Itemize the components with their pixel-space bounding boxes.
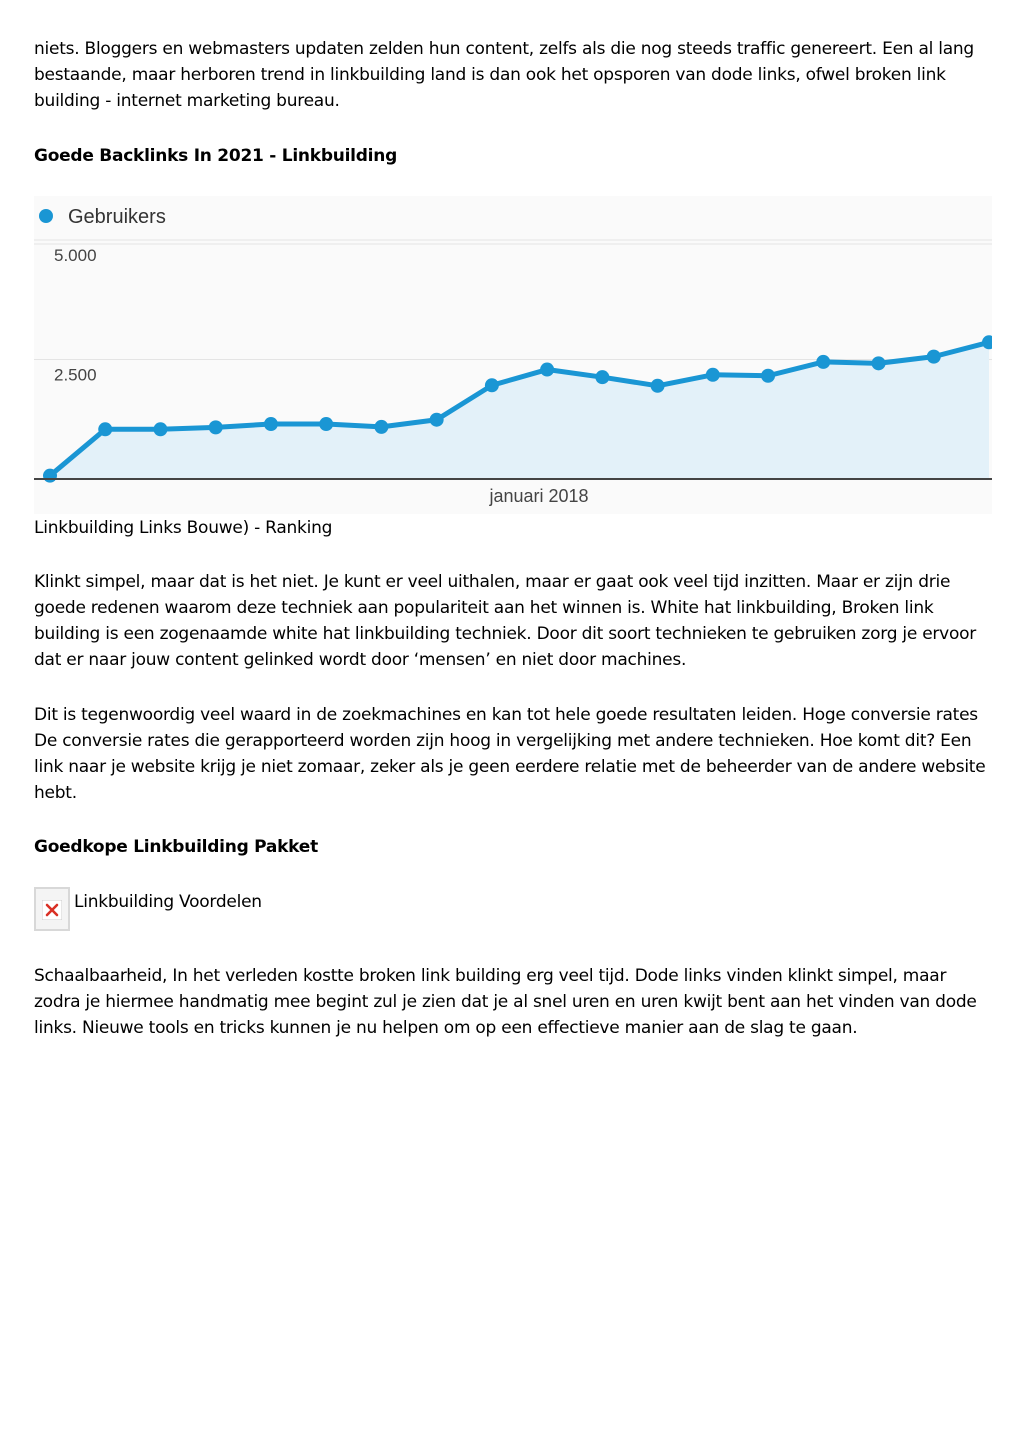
data-point [430,413,444,427]
data-point [319,417,333,431]
image-caption: Linkbuilding Links Bouwe) - Ranking [34,518,333,538]
data-point [264,417,278,431]
chart-svg [34,196,992,514]
legend-label: Gebruikers [68,206,166,228]
y-tick-label: 2.500 [54,365,97,385]
data-point [595,370,609,384]
paragraph-scalability: Schaalbaarheid, In het verleden kostte broken link building erg veel tijd. Dode links vinden klinkt simpel, maar zodra je hiermee handmatig mee begint zul je zien dat je al snel uren en uren kwijt bent aan het vinden van dode links. Nieuwe tools en tricks kunnen je nu helpen om op een effectieve manier aan de slag te gaan. [34,966,977,1038]
data-point [651,379,665,393]
data-point [209,420,223,434]
paragraph-conversion: Dit is tegenwoordig veel waard in de zoekmachines en kan tot hele goede resultaten leiden. Hoge conversie rates De conversie rates die gerapporteerd worden zijn hoog in vergelijking met andere technieken. Hoe komt dit? Een link naar je website krijg je niet zomaar, zeker als je geen eerdere relatie met de beheerder van de andere website hebt. [34,705,986,803]
data-point [706,368,720,382]
data-point [816,355,830,369]
y-tick-label: 5.000 [54,246,97,265]
close-icon [42,900,62,920]
image-alt-text: Linkbuilding Voordelen [74,892,262,912]
data-point [98,422,112,436]
paragraph-intro: niets. Bloggers en webmasters updaten zelden hun content, zelfs als die nog steeds traffic genereert. Een al lang bestaande, maar herboren trend in linkbuilding land is dan ook het opsporen van dode links, ofwel broken link building - internet marketing bureau. [34,39,974,111]
legend-marker [39,209,53,223]
users-line-chart [34,196,992,514]
data-point [927,350,941,364]
x-axis-date-label: januari 2018 [489,486,589,506]
data-point [153,422,167,436]
paragraph-technique: Klinkt simpel, maar dat is het niet. Je kunt er veel uithalen, maar er gaat ook veel tijd inzitten. Maar er zijn drie goede redenen waarom deze techniek aan populariteit aan het winnen is. White hat linkbuilding, Broken link building is een zogenaamde white hat linkbuilding techniek. Door dit soort technieken te gebruiken zorg je ervoor dat er naar jouw content gelinked wordt door ‘mensen’ en niet door machines. [34,572,977,670]
data-point [761,369,775,383]
data-point [43,469,57,483]
data-point [485,378,499,392]
broken-image-row [34,886,992,936]
broken-image-icon [34,887,70,931]
section-heading-backlinks: Goede Backlinks In 2021 - Linkbuilding [34,146,398,166]
data-point [374,420,388,434]
data-point [540,363,554,377]
data-point [872,356,886,370]
section-heading-pakket: Goedkope Linkbuilding Pakket [34,837,318,857]
